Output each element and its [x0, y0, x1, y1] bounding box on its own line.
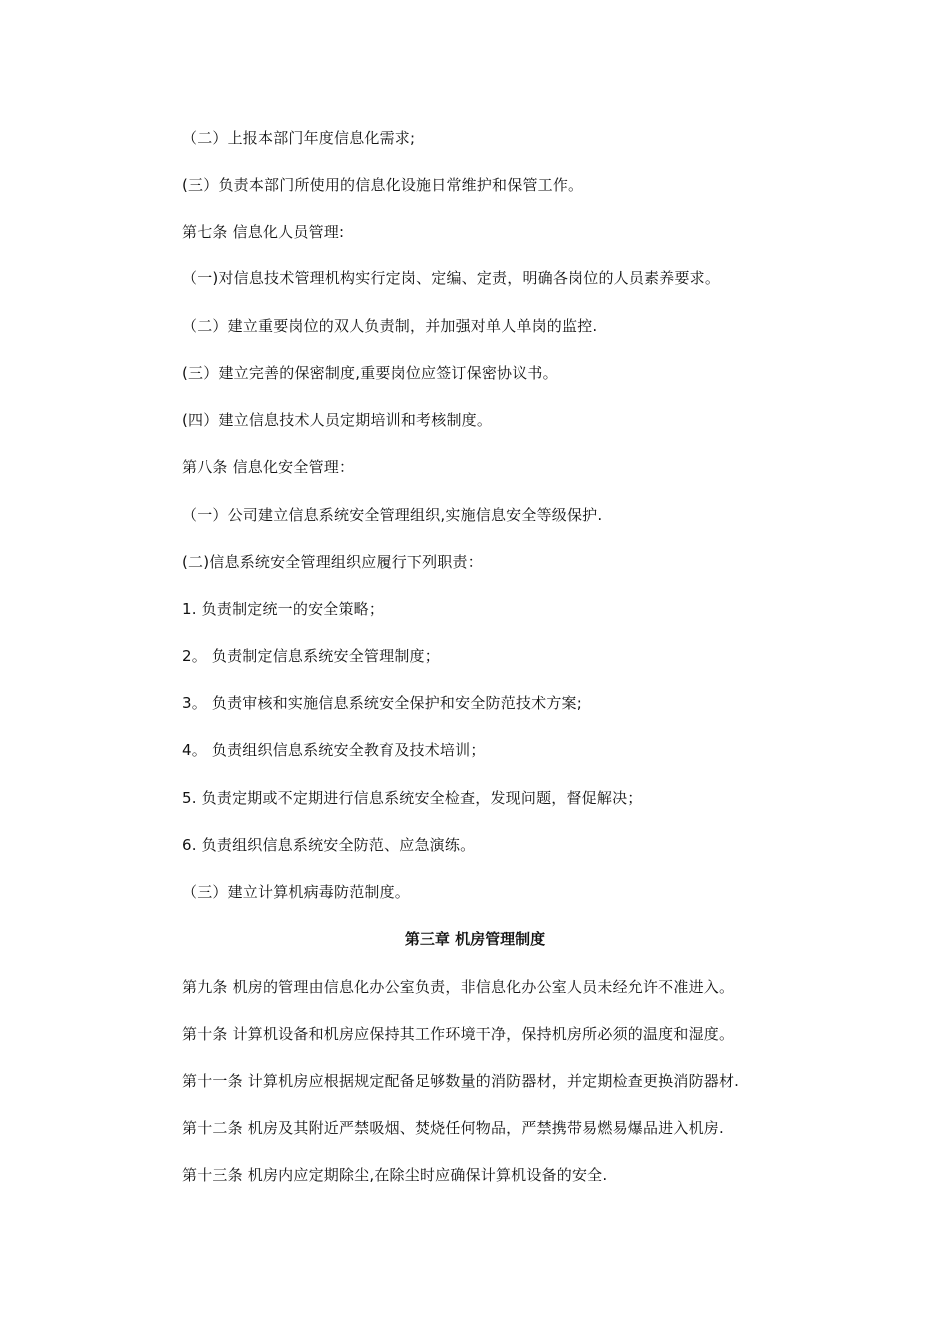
- list-item-1: 1. 负责制定统一的安全策略；: [182, 600, 385, 618]
- text-line-virus-prevention: （三）建立计算机病毒防范制度。: [182, 883, 411, 901]
- text-line-training: (四）建立信息技术人员定期培训和考核制度。: [182, 411, 493, 429]
- article-12: 第十二条 机房及其附近严禁吸烟、焚烧任何物品，严禁携带易燃易爆品进入机房.: [182, 1119, 724, 1137]
- article-13: 第十三条 机房内应定期除尘,在除尘时应确保计算机设备的安全.: [182, 1166, 608, 1184]
- article-10: 第十条 计算机设备和机房应保持其工作环境干净，保持机房所必须的温度和湿度。: [182, 1025, 735, 1043]
- text-line-duties-intro: (二)信息系统安全管理组织应履行下列职责：: [182, 553, 483, 571]
- text-line-confidentiality: (三）建立完善的保密制度,重要岗位应签订保密协议书。: [182, 364, 558, 382]
- article-9: 第九条 机房的管理由信息化办公室负责，非信息化办公室人员未经允许不准进入。: [182, 978, 735, 996]
- text-line-maintenance: (三）负责本部门所使用的信息化设施日常维护和保管工作。: [182, 176, 584, 194]
- chapter-3-heading: 第三章 机房管理制度: [404, 930, 546, 948]
- text-line-dual-responsibility: （二）建立重要岗位的双人负责制，并加强对单人单岗的监控.: [182, 317, 598, 335]
- article-11: 第十一条 计算机房应根据规定配备足够数量的消防器材，并定期检查更换消防器材.: [182, 1072, 740, 1090]
- list-item-6: 6. 负责组织信息系统安全防范、应急演练。: [182, 836, 476, 854]
- list-item-2: 2。 负责制定信息系统安全管理制度；: [182, 647, 440, 665]
- list-item-3: 3。 负责审核和实施信息系统安全保护和安全防范技术方案;: [182, 694, 582, 712]
- text-line-security-org: （一）公司建立信息系统安全管理组织,实施信息安全等级保护.: [182, 506, 603, 524]
- article-7-title: 第七条 信息化人员管理:: [182, 223, 345, 241]
- list-item-5: 5. 负责定期或不定期进行信息系统安全检查，发现问题，督促解决；: [182, 789, 643, 807]
- list-item-4: 4。 负责组织信息系统安全教育及技术培训；: [182, 741, 486, 759]
- text-line-post-staffing: （一)对信息技术管理机构实行定岗、定编、定责，明确各岗位的人员素养要求。: [182, 269, 721, 287]
- text-line-report-demand: （二）上报本部门年度信息化需求;: [182, 129, 416, 147]
- article-8-title: 第八条 信息化安全管理：: [182, 458, 355, 476]
